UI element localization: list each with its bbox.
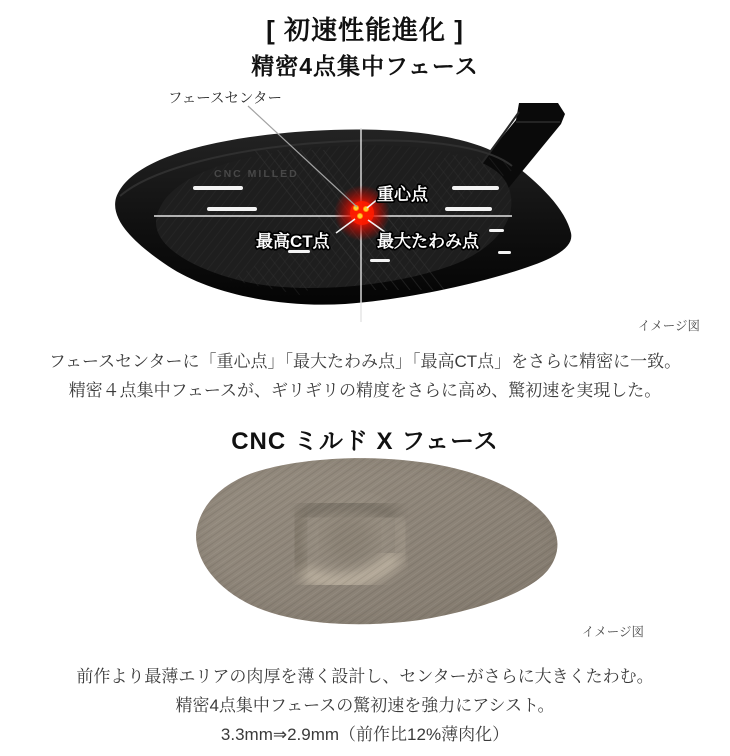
driver-face-figure [0, 85, 730, 340]
gravity-point-label: 重心点 [377, 185, 428, 204]
feature-description-1 [0, 347, 730, 405]
face-insert-image [180, 450, 580, 635]
face-insert-illustration [0, 450, 730, 635]
feature-description-2-line3: 3.3mm⇒2.9mm（前作比12%薄肉化） [220, 725, 510, 744]
feature-description-2-line2: 精密4点集中フェースの驚初速を強力にアシスト。 [175, 696, 555, 715]
feature-description-2-line1: 前作より最薄エリアの肉厚を薄く設計し、センターがさらに大きくたわむ。 [76, 667, 654, 686]
max-flex-point-label: 最大たわみ点 [377, 232, 479, 251]
max-ct-point-label: 最高CT点 [256, 232, 330, 251]
feature-description-1-line1: フェースセンターに「重心点」「最大たわみ点」「最高CT点」をさらに精密に一致。 [48, 352, 682, 371]
driver-face-illustration [0, 85, 730, 340]
cnc-milled-engraving: CNC MILLED [214, 168, 299, 180]
image-disclaimer-2: イメージ図 [581, 625, 644, 639]
image-disclaimer-1: イメージ図 [637, 319, 700, 333]
face-center-label: フェースセンター [168, 91, 282, 107]
page-title: [ 初速性能進化 ] [266, 15, 464, 45]
feature-description-1-line2: 精密４点集中フェースが、ギリギリの精度をさらに高め、驚初速を実現した。 [68, 381, 662, 400]
page-subtitle: 精密4点集中フェース [251, 53, 479, 79]
section2-heading: CNC ミルド X フェース [231, 428, 499, 455]
face-insert-figure [0, 450, 730, 639]
feature-description-2 [0, 662, 730, 749]
